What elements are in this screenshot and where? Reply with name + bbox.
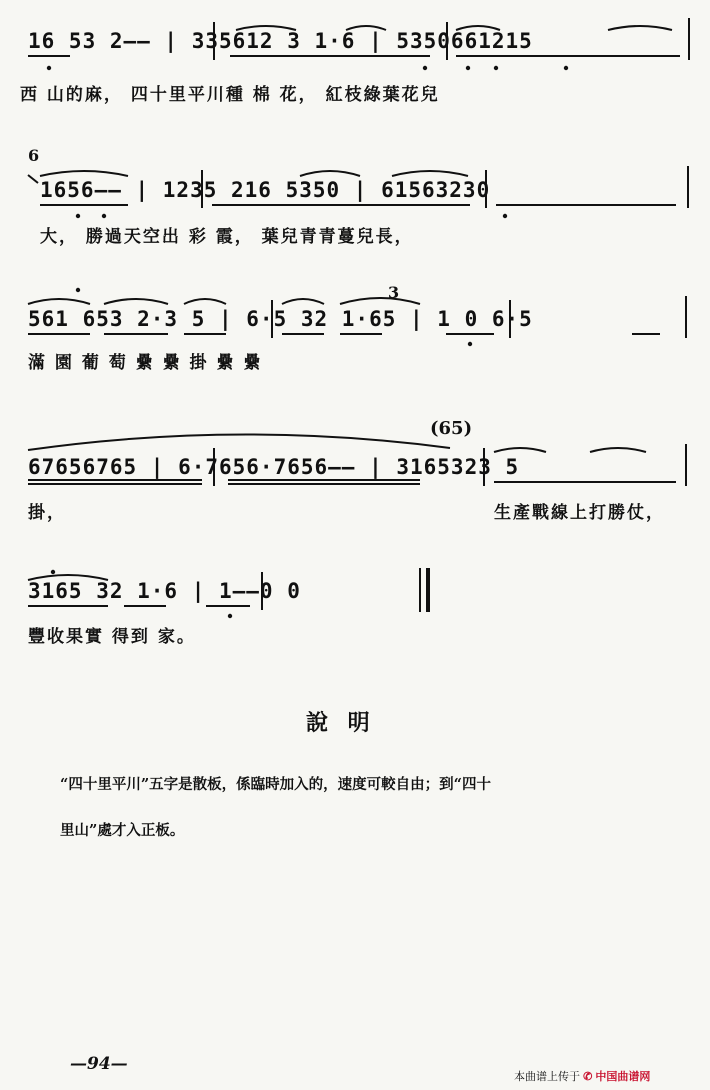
grace-note: 6 bbox=[28, 146, 40, 165]
score-line-4-lyrics-left: 掛， bbox=[28, 503, 66, 523]
score-line-1-notes: 16 53 2—— | 335612 3 1·6 | 5350661215 bbox=[28, 29, 533, 53]
site-name: 中国曲谱网 bbox=[595, 1071, 651, 1083]
score-line-2-lyrics: 大， 勝過天空出 彩 霞， 葉兒青青蔓兒長， bbox=[40, 227, 414, 247]
section-title: 說 明 bbox=[306, 710, 376, 736]
score-line-5-lyrics: 豐收果實 得到 家。 bbox=[28, 627, 196, 647]
score-line-2-notes: 1656—— | 1235 216 5350 | 61563230 bbox=[40, 178, 491, 202]
score-line-1-lyrics: 西 山的麻， 四十里平川種 棉 花， 紅枝綠葉花兒 bbox=[20, 85, 440, 105]
upload-credit bbox=[514, 1068, 650, 1084]
score-line-3-lyrics: 滿 園 葡 萄 纍 纍 掛 纍 纍 bbox=[28, 353, 263, 373]
explanation-line-1: “四十里平川”五字是散板，係臨時加入的，速度可較自由；到“四十 bbox=[60, 776, 492, 793]
score-line-4-lyrics-right: 生產戰線上打勝仗， bbox=[494, 503, 665, 523]
explanation-line-2: 里山”處才入正板。 bbox=[60, 822, 185, 839]
score-line-5-notes: 3165 32 1·6 | 1——0 0 bbox=[28, 579, 301, 603]
credit-text: 本曲谱上传于 bbox=[514, 1071, 580, 1083]
triplet-mark: 3 bbox=[388, 283, 400, 302]
site-logo-icon: ✆ bbox=[583, 1071, 593, 1083]
page-number: —94— bbox=[70, 1054, 128, 1074]
score-line-4-notes: 67656765 | 6·7656·7656—— | 3165323 5 bbox=[28, 455, 520, 479]
rehearsal-number: (65) bbox=[430, 418, 473, 439]
score-line-3-notes: 561 653 2·3 5 | 6·5 32 1·65 | 1 0 6·5 bbox=[28, 307, 533, 331]
